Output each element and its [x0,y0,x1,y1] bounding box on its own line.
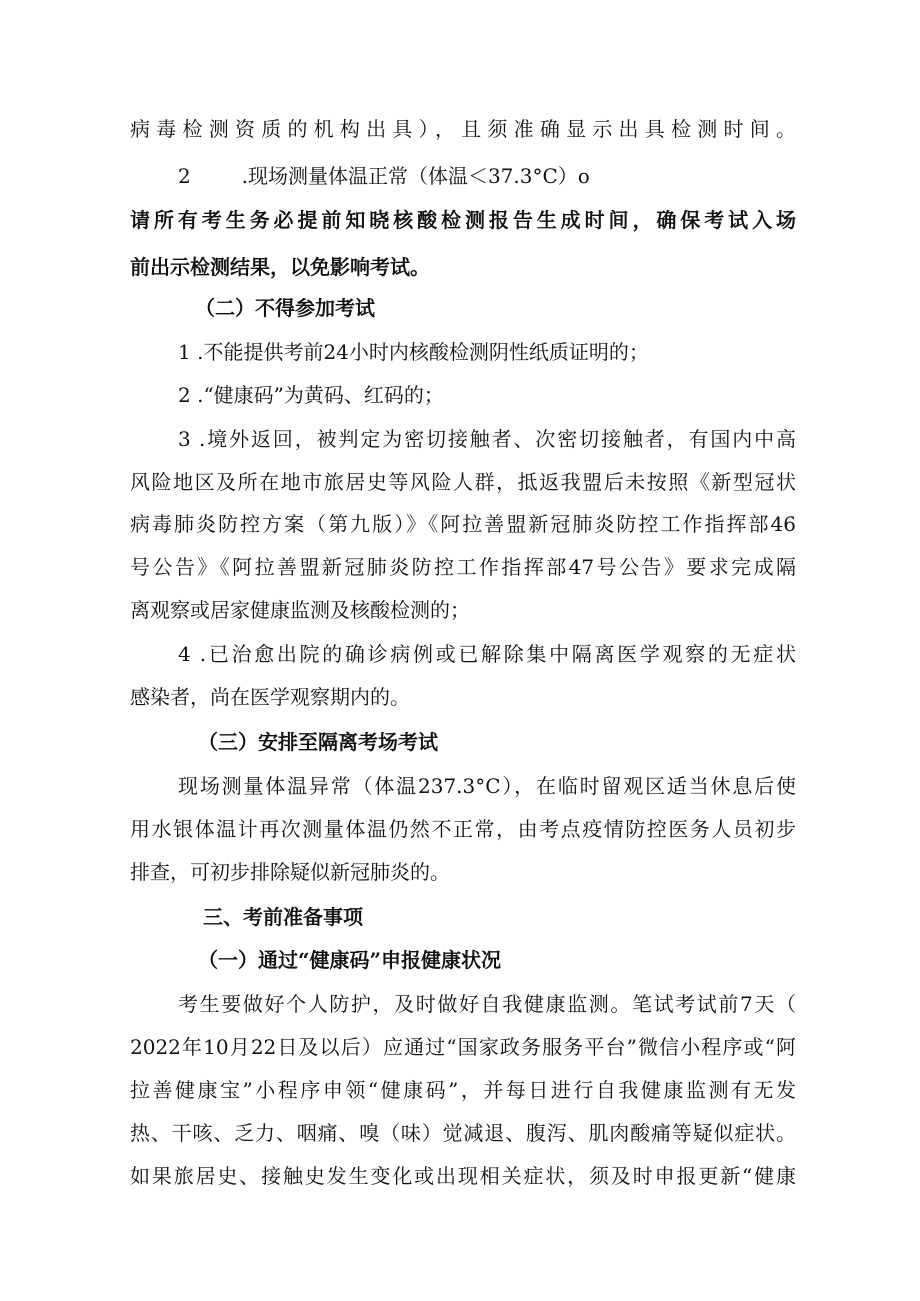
list-item: 1 .不能提供考前24小时内核酸检测阴性纸质证明的； [178,340,649,364]
paragraph-line: 用水银体温计再次测量体温仍然不正常，由考点疫情防控医务人员初步 [130,817,796,841]
section-heading: 三、考前准备事项 [203,905,363,929]
paragraph-line: 风险地区及所在地市旅居史等风险人群，抵返我盟后未按照《新型冠状 [130,470,796,494]
notice-line: 请所有考生务必提前知晓核酸检测报告生成时间，确保考试入场 [130,208,796,232]
paragraph-line: 2022年10月22日及以后）应通过“国家政务服务平台”微信小程序或“阿 [130,1035,796,1059]
paragraph-line: 热、干咳、乏力、咽痛、嗅（味）觉减退、腹泻、肌肉酸痛等疑似症状。 [130,1121,796,1145]
list-item: 4 .已治愈出院的确诊病例或已解除集中隔离医学观察的无症状 [178,642,796,666]
paragraph-line: 感染者，尚在医学观察期内的。 [130,685,410,709]
paragraph-line: 病毒肺炎防控方案（第九版）》《阿拉善盟新冠肺炎防控工作指挥部46 [130,512,796,536]
list-item: 2 .“健康码”为黄码、红码的； [178,383,444,407]
notice-line: 前出示检测结果，以免影响考试。 [130,255,430,279]
section-heading: （三）安排至隔离考场考试 [198,730,438,754]
paragraph-line: 病毒检测资质的机构出具），且须准确显示出具检测时间。 [130,117,796,141]
paragraph-line: 离观察或居家健康监测及核酸检测的； [130,598,470,622]
paragraph-line: 如果旅居史、接触史发生变化或出现相关症状，须及时申报更新“健康 [130,1164,796,1188]
paragraph-line: 拉善健康宝”小程序申领“健康码”，并每日进行自我健康监测有无发 [130,1078,796,1102]
paragraph-line: 2 .现场测量体温正常（体温＜37.3°C）o [178,164,590,188]
list-item: 3 .境外返回，被判定为密切接触者、次密切接触者，有国内中高 [178,427,796,451]
section-heading: （一）通过“健康码”申报健康状况 [198,948,502,972]
section-heading: （二）不得参加考试 [195,296,375,320]
paragraph-line: 号公告》《阿拉善盟新冠肺炎防控工作指挥部47号公告》要求完成隔 [130,555,796,579]
paragraph-line: 考生要做好个人防护，及时做好自我健康监测。笔试考试前7天（ [178,992,796,1016]
paragraph-line: 现场测量体温异常（体温237.3°C），在临时留观区适当休息后使 [178,774,796,798]
paragraph-line: 排查，可初步排除疑似新冠肺炎的。 [130,860,450,884]
